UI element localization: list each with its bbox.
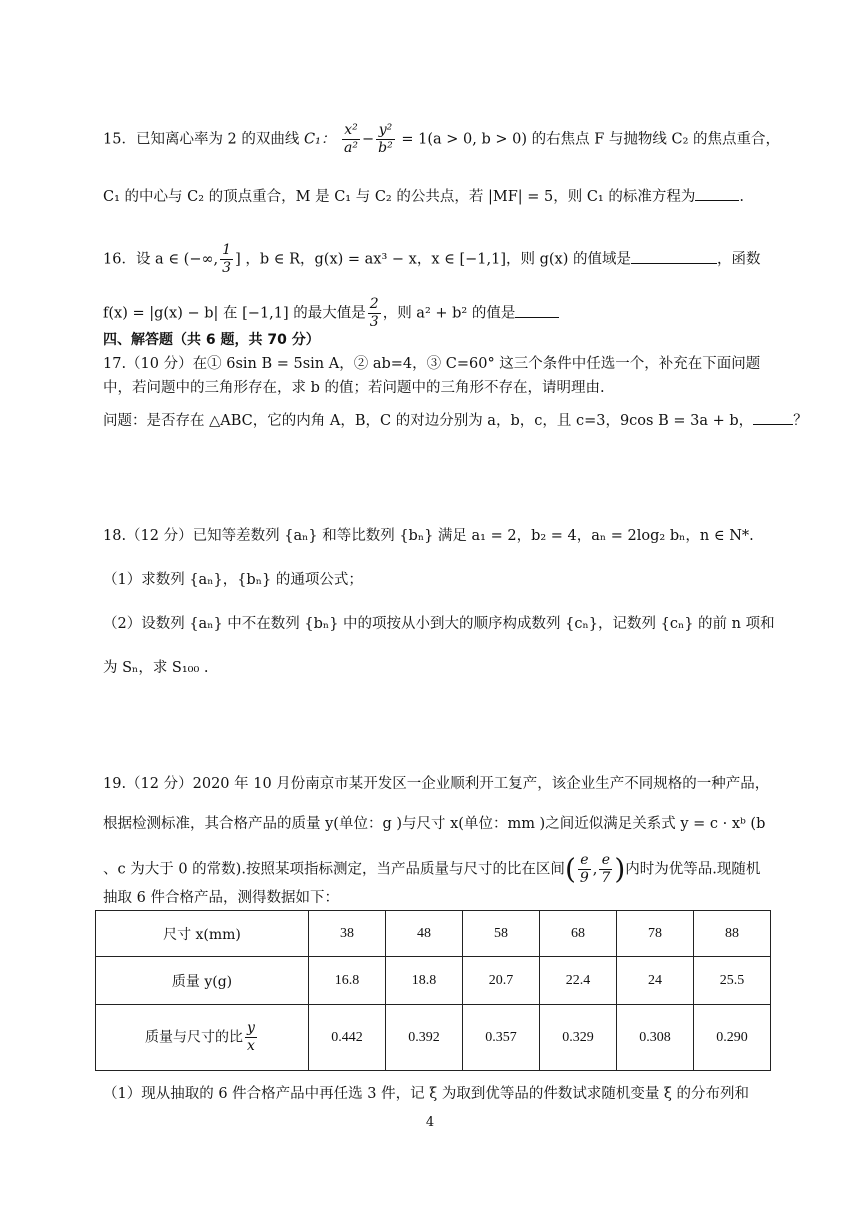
table-cell: 18.8 (386, 957, 463, 1005)
q19-line5: （1）现从抽取的 6 件合格产品中再任选 3 件，记 ξ 为取到优等品的件数试求随机变量 ξ 的分布列和 (103, 1086, 750, 1102)
table-cell: 58 (463, 911, 540, 957)
table-cell: 0.308 (617, 1005, 694, 1071)
table-row (96, 957, 771, 1005)
q16-frac2: $\frac{2}{3}$ (369, 296, 379, 330)
q17-line2: 中，若问题中的三角形存在，求 b 的值；若问题中的三角形不存在，请明理由. (103, 380, 605, 396)
row-label-ratio: 质量与尺寸的比 $\frac{y}{x}$ (96, 1005, 309, 1071)
table-cell: 25.5 (694, 957, 771, 1005)
ratio-frac: $\frac{y}{x}$ (247, 1020, 255, 1054)
answer-blank (695, 186, 739, 201)
q19-line3: 、c 为大于 0 的常数).按照某项指标测定，当产品质量与尺寸的比在区间( $\frac{e}{9}$ , $\frac{e}{7}$ )内时为优等品.现随机 (103, 852, 761, 886)
q19-frac-lower: $\frac{e}{9}$ (579, 852, 589, 886)
q18-line2: （1）求数列 {aₙ}，{bₙ} 的通项公式； (103, 572, 363, 588)
table-cell: 20.7 (463, 957, 540, 1005)
q16-part1: 16．设 a ∈ (103, 251, 180, 268)
q15-condition: = 1(a > 0, b > 0) (401, 131, 527, 148)
q15-frac-y: $\frac{\text{y²}}{\text{b²}}$ (378, 122, 393, 156)
q15-part2: 的右焦点 F 与抛物线 C₂ 的焦点重合， (531, 131, 781, 148)
q15-part1: 15．已知离心率为 2 的双曲线 (103, 131, 300, 148)
q19-frac-upper: $\frac{e}{7}$ (601, 852, 611, 886)
q19-line4: 抽取 6 件合格产品，测得数据如下： (103, 890, 339, 906)
page-number: 4 (425, 1115, 435, 1130)
section-heading: 四、解答题（共 6 题，共 70 分） (103, 332, 320, 348)
table-cell: 88 (694, 911, 771, 957)
row-label-size: 尺寸 x(mm) (96, 911, 309, 957)
table-cell: 38 (309, 911, 386, 957)
q16-frac: $\frac{1}{3}$ (222, 242, 232, 276)
q15-curve: C₁： (304, 131, 336, 148)
table-cell: 68 (540, 911, 617, 957)
table-row (96, 911, 771, 957)
q15-line2: C₁ 的中心与 C₂ 的顶点重合，M 是 C₁ 与 C₂ 的公共点，若 |MF| = 5，则 C₁ 的标准方程为 . (103, 186, 744, 207)
q19-line1: 19.（12 分）2020 年 10 月份南京市某开发区一企业顺利开工复产，该企业生产不同规格的一种产品， (103, 776, 770, 792)
table-row (96, 1005, 771, 1071)
table-cell: 0.329 (540, 1005, 617, 1071)
table-cell: 78 (617, 911, 694, 957)
q15-line1: 15．已知离心率为 2 的双曲线 C₁： $\frac{\text{x²}}{\text{a²}}$ − $\frac{\text{y²}}{\text{b²}}$ = 1(a > 0, b > 0) 的右焦点 F 与抛物线 C₂ 的焦点重合， (103, 122, 781, 156)
table-cell: 0.392 (386, 1005, 463, 1071)
table-cell: 16.8 (309, 957, 386, 1005)
answer-blank (631, 249, 717, 264)
q17-line3: 问题：是否存在 △ABC，它的内角 A，B，C 的对边分别为 a，b，c，且 c=3，9cos B = 3a + b， ？ (103, 410, 808, 431)
row-label-mass: 质量 y(g) (96, 957, 309, 1005)
q16-part2: ，b ∈ R，g(x) = ax³ − x，x ∈ [−1,1]，则 g(x) 的值域是 (245, 251, 631, 268)
answer-blank (753, 410, 793, 425)
q19-line2: 根据检测标准，其合格产品的质量 y(单位：g )与尺寸 x(单位：mm )之间近似满足关系式 y = c · xᵇ (b (103, 816, 766, 832)
table-cell: 48 (386, 911, 463, 957)
table-cell: 0.357 (463, 1005, 540, 1071)
q18-line4: 为 Sₙ，求 S₁₀₀ . (103, 660, 209, 676)
data-table (95, 910, 771, 1071)
q17-line1: 17.（10 分）在① 6sin B = 5sin A，② ab=4，③ C=60° 这三个条件中任选一个，补充在下面问题 (103, 356, 761, 372)
q15-line2-text: C₁ 的中心与 C₂ 的顶点重合，M 是 C₁ 与 C₂ 的公共点，若 |MF| = 5，则 C₁ 的标准方程为 (103, 189, 696, 205)
q15-frac-x: $\frac{\text{x²}}{\text{a²}}$ (344, 122, 359, 156)
q18-line1: 18.（12 分）已知等差数列 {aₙ} 和等比数列 {bₙ} 满足 a₁ = 2，b₂ = 4，aₙ = 2log₂ bₙ，n ∈ N*. (103, 528, 754, 544)
q16-line2: f(x) = |g(x) − b| 在 [−1,1] 的最大值是 $\frac{2}{3}$ ，则 a² + b² 的值是 (103, 296, 559, 331)
answer-blank (515, 303, 559, 318)
table-cell: 24 (617, 957, 694, 1005)
q16-line1: 16．设 a ∈ (−∞, $\frac{1}{3}$ ] ，b ∈ R，g(x) = ax³ − x，x ∈ [−1,1]，则 g(x) 的值域是 ，函数 (103, 242, 761, 276)
table-cell: 0.442 (309, 1005, 386, 1071)
q18-line3: （2）设数列 {aₙ} 中不在数列 {bₙ} 中的项按从小到大的顺序构成数列 {cₙ}，记数列 {cₙ} 的前 n 项和 (103, 616, 775, 632)
table-cell: 0.290 (694, 1005, 771, 1071)
table-cell: 22.4 (540, 957, 617, 1005)
